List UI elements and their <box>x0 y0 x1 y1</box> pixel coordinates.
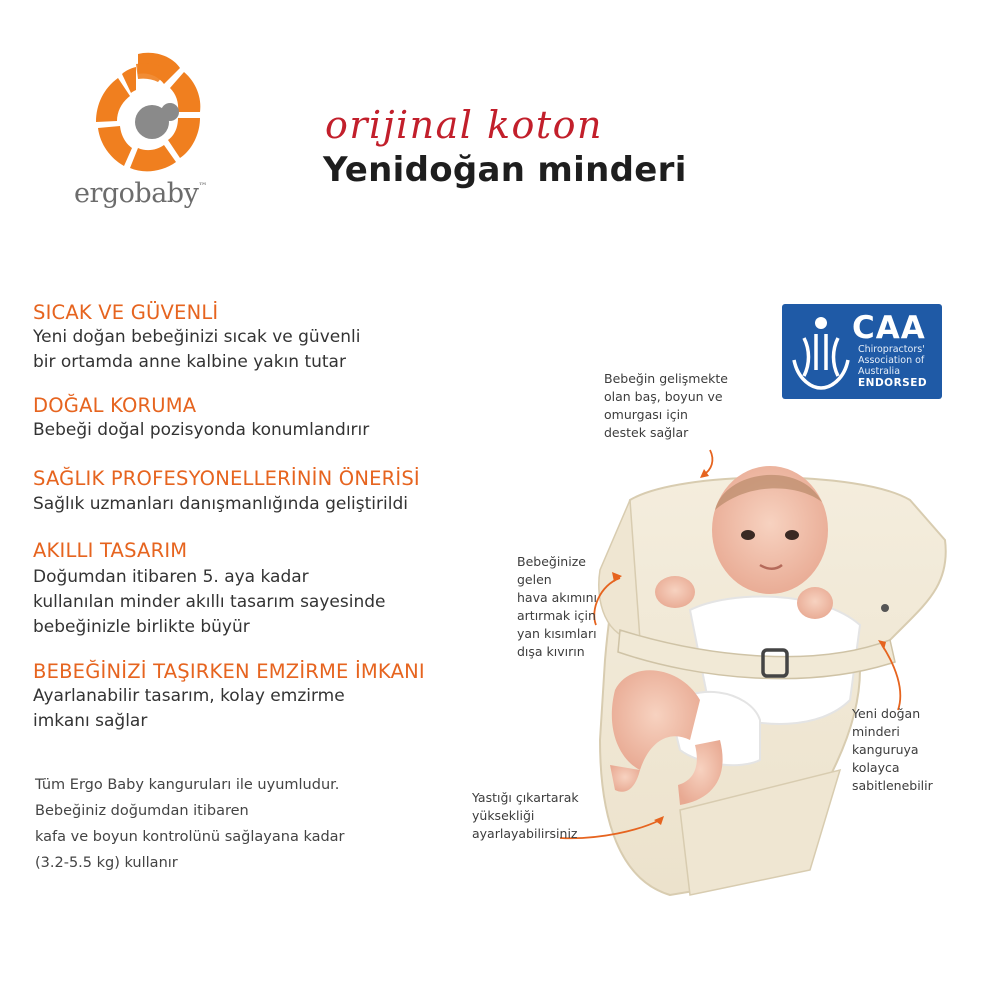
newborn-insert-product-image <box>560 440 980 910</box>
compatibility-note: Tüm Ergo Baby kanguruları ile uyumludur. Bebeğiniz doğumdan itibaren kafa ve boyun kontrolünü sağlayana kadar (3.2-5.5 kg) kullanır <box>35 777 345 871</box>
trademark-symbol: ™ <box>198 182 207 192</box>
page-title: Yenidoğan minderi <box>323 150 687 190</box>
script-title: orijinal koton <box>325 103 604 147</box>
feature-body-warm-safe: Yeni doğan bebeğinizi sıcak ve güvenli bir ortamda anne kalbine yakın tutar <box>33 327 361 372</box>
caa-figure-icon <box>790 310 852 392</box>
feature-body-nursing: Ayarlanabilir tasarım, kolay emzirme imkanı sağlar <box>33 686 345 731</box>
caa-title: CAA <box>852 310 926 346</box>
callout-adjust-height: Yastığı çıkartarak yüksekliği ayarlayabilirsiniz <box>472 790 579 841</box>
feature-heading-nursing: BEBEĞİNİZİ TAŞIRKEN EMZİRME İMKANI <box>33 660 425 683</box>
callout-attach: Yeni doğan minderi kanguruya kolayca sabitlenebilir <box>852 706 933 793</box>
feature-heading-health-professionals: SAĞLIK PROFESYONELLERİNİN ÖNERİSİ <box>33 467 420 490</box>
feature-heading-warm-safe: SICAK VE GÜVENLİ <box>33 301 219 324</box>
caa-endorsed-label: ENDORSED <box>858 377 928 389</box>
feature-heading-natural-protection: DOĞAL KORUMA <box>33 394 197 417</box>
callout-airflow: Bebeğinize gelen hava akımını artırmak için yan kısımları dışa kıvırın <box>517 554 598 659</box>
ergobaby-wordmark <box>74 178 207 209</box>
feature-body-natural-protection: Bebeği doğal pozisyonda konumlandırır <box>33 420 370 440</box>
logo-text: ergobaby <box>74 178 199 209</box>
callout-head-support: Bebeğin gelişmekte olan baş, boyun ve omurgası için destek sağlar <box>604 371 728 440</box>
feature-body-health-professionals: Sağlık uzmanları danışmanlığında geliştirildi <box>33 494 408 514</box>
feature-heading-smart-design: AKILLI TASARIM <box>33 539 188 562</box>
caa-subtitle: Chiropractors' Association of Australia <box>858 344 925 377</box>
feature-body-smart-design: Doğumdan itibaren 5. aya kadar kullanılan minder akıllı tasarım sayesinde bebeğinizle birlikte büyür <box>33 567 386 637</box>
